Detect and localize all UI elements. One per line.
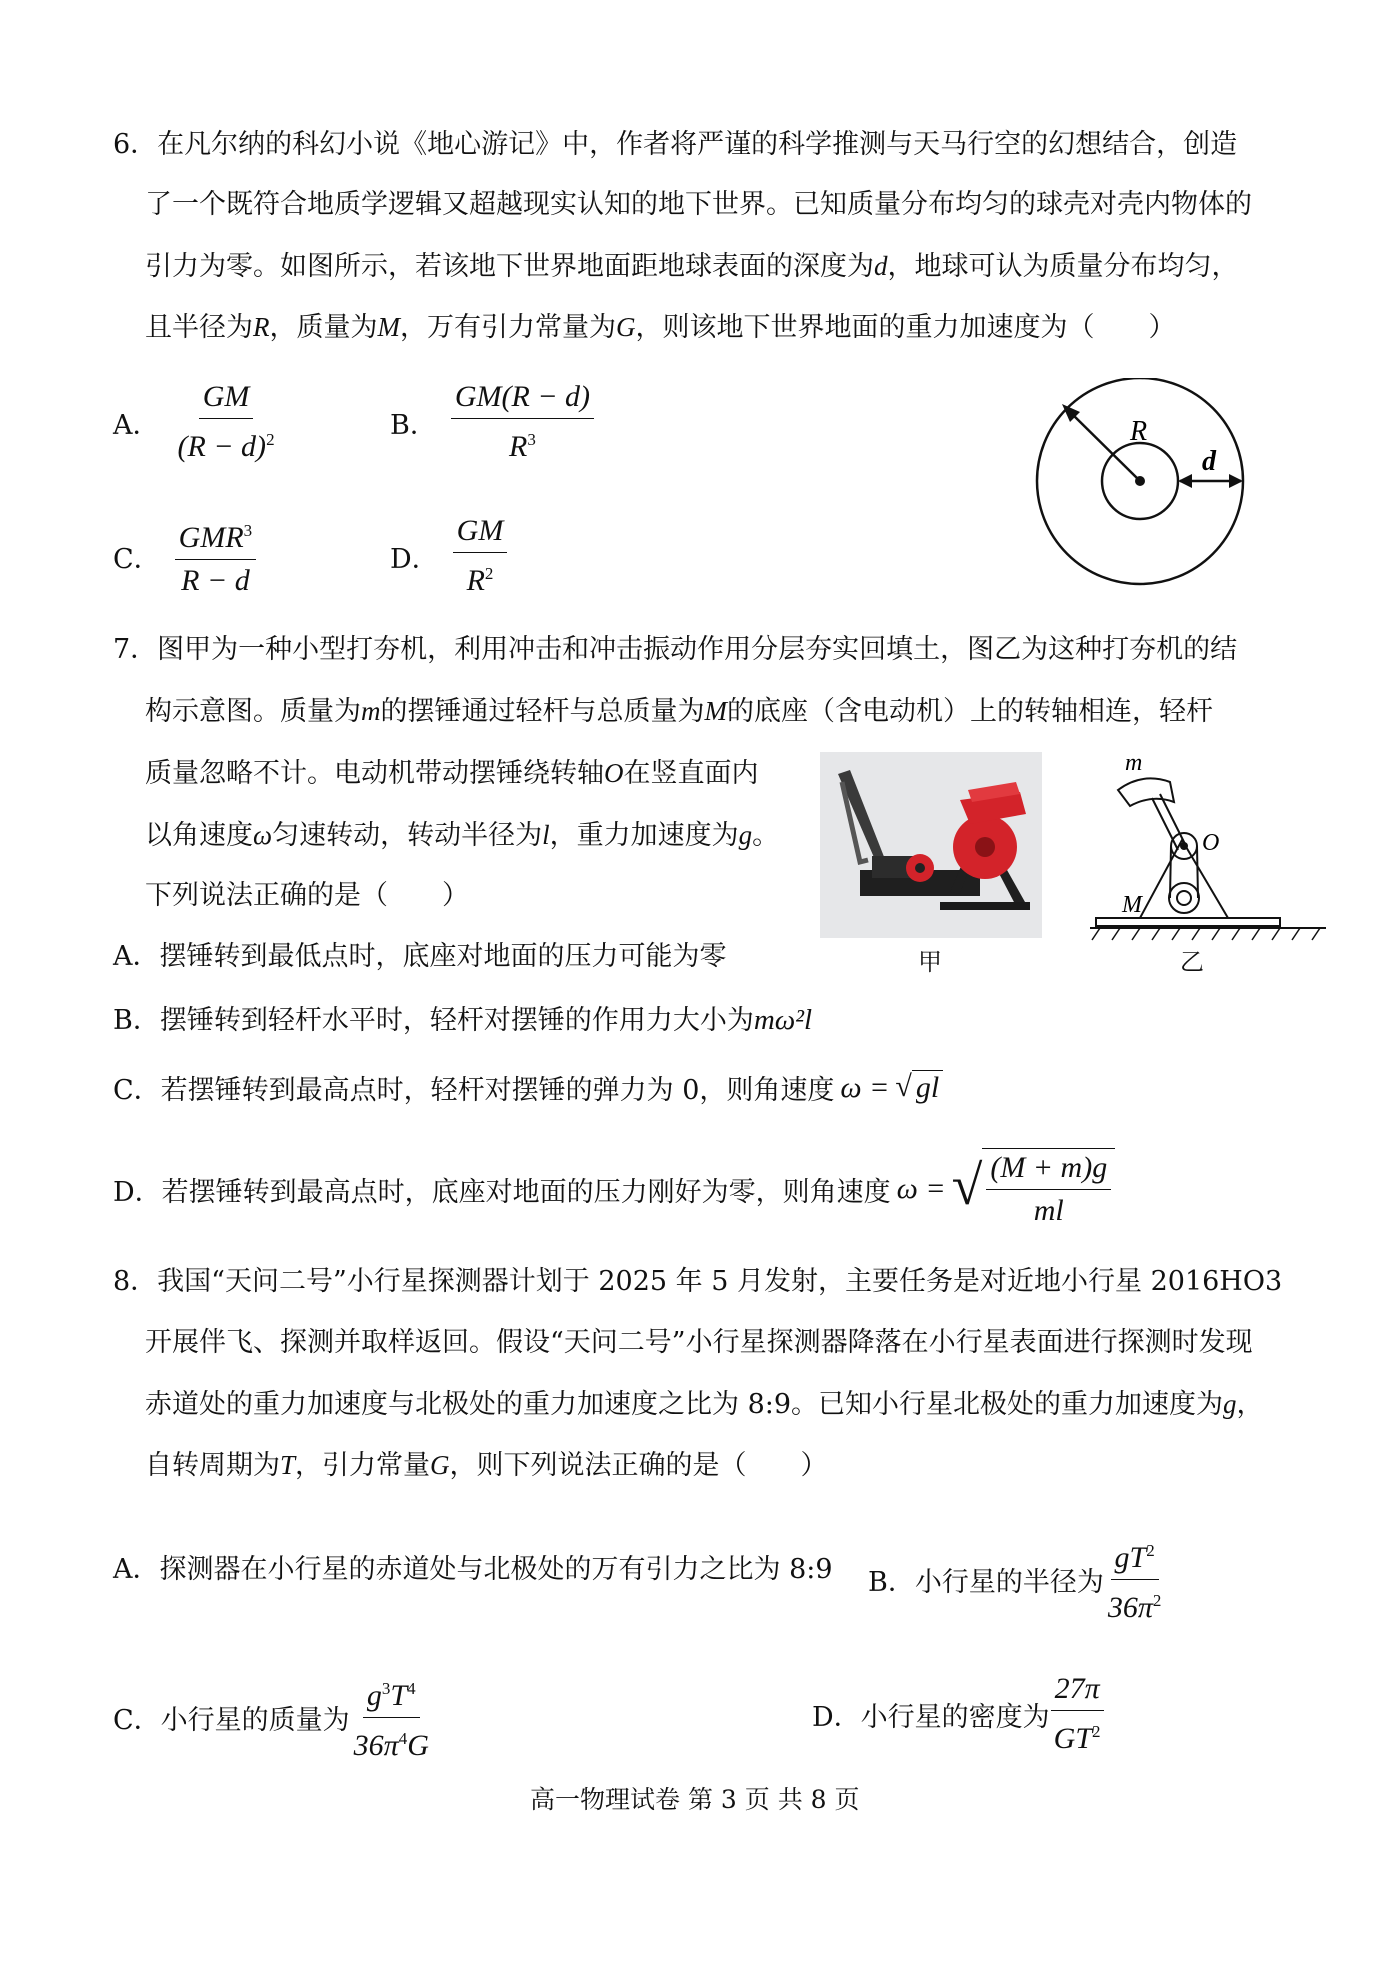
q6-line-4 [145, 310, 1176, 345]
fraction [350, 1670, 433, 1765]
denominator: R − d [181, 564, 250, 597]
q6-line-3-tail: ，地球可认为质量分布均匀， [887, 251, 1239, 282]
q8-text: 自转周期为 [145, 1450, 280, 1481]
num-text: GMR [178, 521, 244, 554]
q6-text: ，质量为 [269, 312, 378, 343]
exponent: 2 [484, 564, 494, 583]
var-R: R [253, 312, 270, 342]
q6-option-d [390, 512, 507, 600]
expression: ω = [896, 1172, 946, 1205]
q7-option-a: A．摆锤转到最低点时，底座对地面的压力可能为零 [113, 941, 727, 972]
q7-text: 的摆锤通过轻杆与总质量为 [380, 696, 705, 727]
denominator [350, 1718, 433, 1765]
q7-text: 的底座（含电动机）上的转轴相连，轻杆 [727, 696, 1213, 727]
var-m: m [361, 696, 381, 726]
exponent: 2 [1146, 1541, 1155, 1560]
exponent: 3 [527, 430, 536, 449]
var-omega: ω [253, 820, 273, 850]
den-text: G [407, 1729, 429, 1762]
label-R: R [1130, 416, 1148, 447]
exponent: 2 [266, 430, 275, 449]
caption-yi: 乙 [1180, 948, 1204, 976]
motor-circle [1169, 883, 1199, 913]
q6-option-a [113, 378, 279, 466]
option-text: C．小行星的质量为 [113, 1705, 350, 1736]
q8-text: ，引力常量 [295, 1450, 431, 1481]
fraction [451, 378, 594, 466]
numerator: GM(R − d) [451, 378, 594, 419]
den-text: R [509, 430, 528, 463]
q8-option-b [868, 1532, 1165, 1627]
flywheel-hub [975, 837, 995, 857]
option-text: D．小行星的密度为 [812, 1701, 1050, 1733]
q6-option-c [113, 512, 256, 600]
radicand: gl [912, 1070, 943, 1105]
base [1096, 918, 1280, 926]
numerator [1111, 1532, 1159, 1580]
q6-text: ，则该地下世界地面的重力加速度为（ ） [635, 312, 1176, 343]
label-M: M [1122, 892, 1142, 918]
q6-text: ，万有引力常量为 [400, 312, 616, 343]
var-g: g [738, 820, 753, 850]
label-d: d [1202, 446, 1216, 477]
caption-jia: 甲 [918, 948, 942, 976]
q8-line-1: 8．我国“天问二号”小行星探测器计划于 2025 年 5 月发射，主要任务是对近地小行星 2016HO3 [113, 1266, 1283, 1297]
num-text: T [390, 1679, 408, 1712]
q7-option-c [113, 1068, 943, 1107]
hatch [1132, 928, 1140, 940]
q7-text: 匀速转动，转动半径为 [272, 820, 543, 851]
q7-text: 构示意图。质量为 [145, 696, 361, 727]
expression: mω²l [753, 1004, 813, 1036]
q7-line-4 [145, 818, 779, 853]
hatch [1092, 928, 1100, 940]
q6-line-3 [145, 249, 1239, 284]
numerator: GM [199, 378, 254, 419]
exponent: 4 [398, 1729, 408, 1748]
option-label: D． [390, 543, 439, 575]
q8-line-3 [145, 1387, 1264, 1422]
hatch [1112, 928, 1120, 940]
q6-option-b [390, 378, 594, 466]
var-O: O [604, 758, 624, 788]
ground-hatching [1092, 928, 1320, 940]
var-d: d [874, 251, 888, 281]
denominator [1050, 1711, 1105, 1758]
q7-text: 。 [752, 820, 780, 851]
tamper-photo [820, 752, 1042, 938]
var-l: l [542, 820, 550, 850]
var-M: M [377, 312, 400, 342]
q7-text: 在竖直面内 [623, 758, 759, 789]
pivot-dot [1180, 842, 1188, 850]
q8-line-4 [145, 1448, 828, 1483]
den-text: GT [1053, 1722, 1093, 1755]
denominator [463, 553, 498, 600]
var-g: g [1223, 1389, 1237, 1419]
q6-line-1: 6．在凡尔纳的科幻小说《地心游记》中，作者将严谨的科学推测与天马行空的幻想结合，创造 [113, 129, 1238, 160]
label-O: O [1202, 830, 1220, 856]
q8-line-2: 开展伴飞、探测并取样返回。假设“天问二号”小行星探测器降落在小行星表面进行探测时发现 [145, 1327, 1253, 1358]
q7-text: 以角速度 [145, 820, 253, 851]
q7-line-3 [145, 756, 759, 791]
fraction [174, 378, 279, 466]
den-text: 36π [1107, 1591, 1153, 1624]
numerator [363, 1670, 420, 1718]
tamper-diagram [1090, 748, 1330, 944]
q8-option-c [113, 1670, 433, 1765]
label-m: m [1125, 750, 1143, 776]
fraction [453, 512, 508, 600]
denominator: ml [1033, 1194, 1064, 1227]
q8-option-a: A．探测器在小行星的赤道处与北极处的万有引力之比为 8:9 [113, 1554, 833, 1585]
option-label: B． [390, 409, 437, 441]
q6-line-4-text: 且半径为 [145, 312, 253, 343]
var-T: T [280, 1450, 296, 1480]
option-text: C．若摆锤转到最高点时，轻杆对摆锤的弹力为 0，则角速度 [113, 1075, 835, 1106]
numerator [175, 512, 256, 560]
option-label: A． [113, 409, 160, 441]
radical-sign: √ [951, 1155, 983, 1217]
option-label: C． [113, 543, 161, 575]
num-text: g [366, 1679, 382, 1712]
hatch [1152, 928, 1160, 940]
numerator: (M + m)g [986, 1149, 1111, 1190]
square-root [895, 1070, 943, 1105]
hatch [1192, 928, 1200, 940]
fraction [986, 1149, 1111, 1230]
var-G: G [430, 1450, 450, 1480]
depth-arrowhead-left [1178, 474, 1192, 488]
den-text: 36π [353, 1729, 399, 1762]
den-text: R [466, 564, 485, 597]
denominator [174, 419, 279, 466]
q8-option-d [812, 1670, 1105, 1758]
option-text: B．小行星的半径为 [868, 1567, 1104, 1598]
q7-text: ，重力加速度为 [549, 820, 739, 851]
hammer-shape [1118, 778, 1174, 806]
hatch [1252, 928, 1260, 940]
q7-text: 质量忽略不计。电动机带动摆锤绕转轴 [145, 758, 604, 789]
depth-arrowhead-right [1229, 474, 1243, 488]
option-text: D．若摆锤转到最高点时，底座对地面的压力刚好为零，则角速度 [113, 1176, 891, 1208]
option-text: B．摆锤转到轻杆水平时，轻杆对摆锤的作用力大小为 [113, 1005, 754, 1036]
motor-inner [1177, 891, 1191, 905]
exponent: 3 [381, 1679, 391, 1698]
num-text: gT [1114, 1541, 1147, 1574]
hatch [1172, 928, 1180, 940]
var-M: M [704, 696, 727, 726]
exponent: 3 [243, 521, 253, 540]
hatch [1272, 928, 1280, 940]
numerator: 27π [1051, 1670, 1104, 1711]
q8-text: ，则下列说法正确的是（ ） [449, 1450, 828, 1481]
radical-sign: √ [895, 1070, 912, 1103]
shadow [940, 902, 1030, 910]
exponent: 2 [1092, 1722, 1101, 1741]
hatch [1212, 928, 1220, 940]
q7-line-1: 7．图甲为一种小型打夯机，利用冲击和冲击振动作用分层夯实回填土，图乙为这种打夯机的结 [113, 634, 1238, 665]
expression: ω = [840, 1070, 890, 1104]
hatch [1312, 928, 1320, 940]
square-root [952, 1148, 1116, 1230]
q7-option-d [113, 1148, 1115, 1230]
motor-pulley-hub [915, 863, 925, 873]
exponent: 2 [1152, 1591, 1162, 1610]
page-footer: 高一物理试卷 第 3 页 共 8 页 [530, 1785, 860, 1814]
numerator: GM [453, 512, 508, 553]
radicand [982, 1148, 1115, 1230]
earth-diagram [1030, 378, 1270, 618]
q6-line-3-text: 引力为零。如图所示，若该地下世界地面距地球表面的深度为 [145, 251, 874, 282]
q7-option-b [113, 1003, 812, 1038]
q7-line-5: 下列说法正确的是（ ） [145, 880, 469, 911]
fraction [1050, 1670, 1105, 1758]
q6-line-2: 了一个既符合地质学逻辑又超越现实认知的地下世界。已知质量分布均匀的球壳对壳内物体的 [145, 189, 1252, 220]
fraction [175, 512, 256, 600]
exponent: 4 [407, 1679, 416, 1698]
q8-text: 赤道处的重力加速度与北极处的重力加速度之比为 8:9。已知小行星北极处的重力加速度为 [145, 1389, 1224, 1420]
var-G: G [616, 312, 636, 342]
q8-text: ， [1236, 1389, 1264, 1420]
hatch [1232, 928, 1240, 940]
q7-line-2 [145, 694, 1213, 729]
denominator [505, 419, 540, 466]
denominator [1104, 1580, 1166, 1627]
fraction [1104, 1532, 1166, 1627]
den-text: (R − d) [177, 430, 267, 463]
hatch [1292, 928, 1300, 940]
